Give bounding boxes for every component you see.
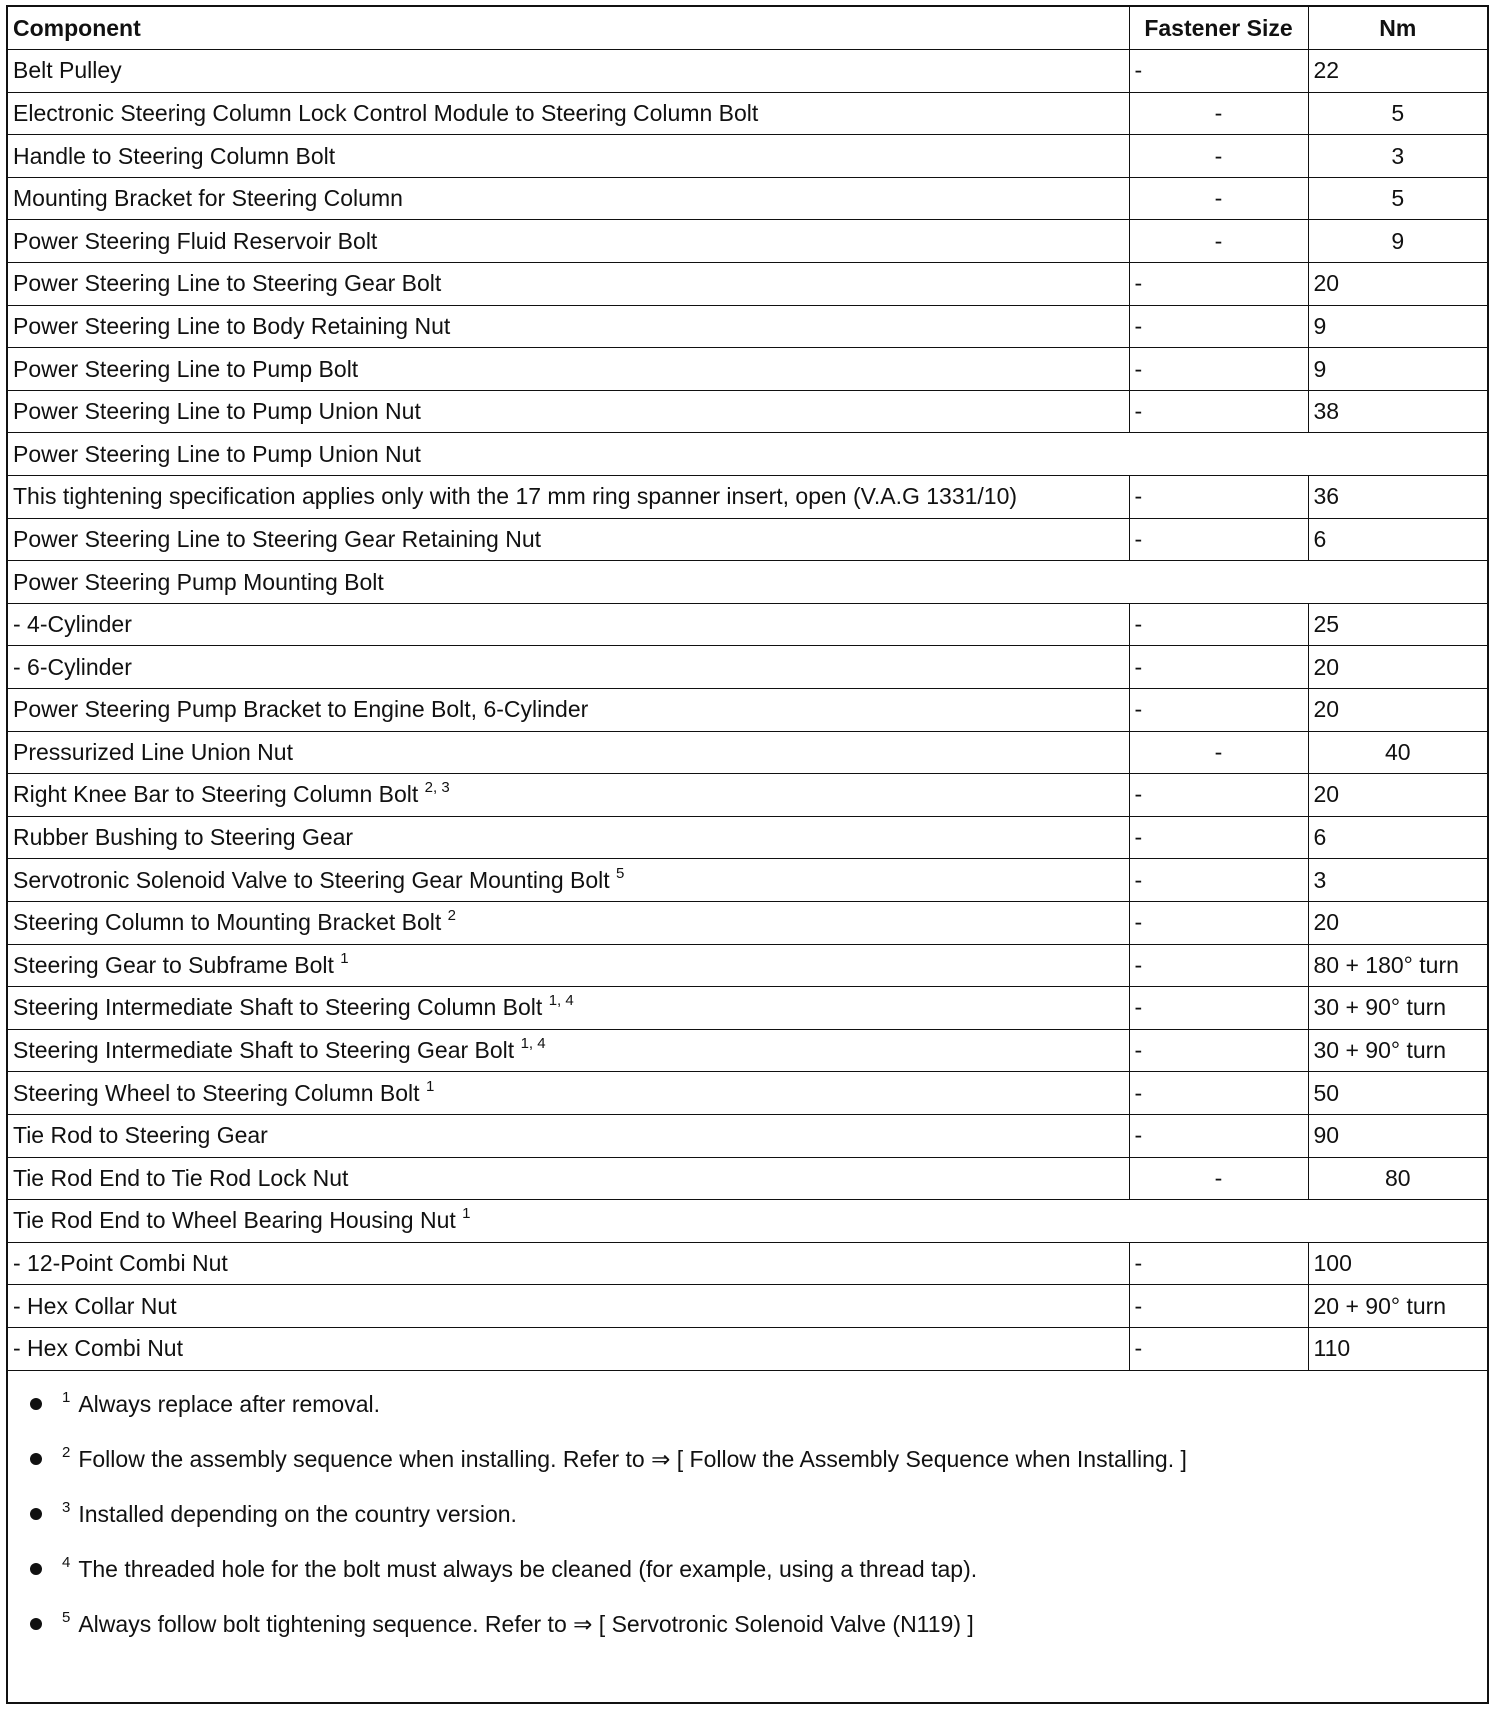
footnote-item [8,1446,1487,1501]
torque-nm-cell: 3 [1308,859,1487,902]
torque-nm-cell: 5 [1308,177,1487,220]
component-name: Steering Gear to Subframe Bolt [13,951,334,978]
component-cell [8,305,1129,348]
table-body [8,50,1487,1370]
torque-nm-cell: 9 [1308,348,1487,391]
fastener-size-cell: - [1129,390,1308,433]
fastener-size-cell: - [1129,220,1308,263]
fastener-size-cell: - [1129,987,1308,1030]
footnote-item [8,1391,1487,1446]
table-group-heading-row [8,433,1487,476]
component-name: Power Steering Line to Steering Gear Bolt [13,270,442,297]
fastener-size-cell: - [1129,50,1308,93]
footnote-text: Installed depending on the country version. [78,1501,517,1527]
component-name: Mounting Bracket for Steering Column [13,185,403,212]
torque-nm-cell: 80 + 180° turn [1308,944,1487,987]
footnote-number: 3 [62,1499,71,1516]
fastener-size-cell: - [1129,1114,1308,1157]
component-cell [8,50,1129,93]
torque-nm-cell: 20 [1308,901,1487,944]
component-cell [8,92,1129,135]
fastener-size-cell: - [1129,1072,1308,1115]
fastener-size-cell: - [1129,603,1308,646]
table-row [8,1242,1487,1285]
component-name: Servotronic Solenoid Valve to Steering Gear Mounting Bolt [13,866,610,893]
table-row [8,92,1487,135]
component-name: Power Steering Line to Steering Gear Retaining Nut [13,525,542,552]
fastener-size-cell: - [1129,901,1308,944]
footnote-text: Follow the assembly sequence when installing. Refer to ⇒ [ Follow the Assembly Sequence when Installing. ] [78,1446,1187,1472]
fastener-size-cell: - [1129,1029,1308,1072]
footnote-ref: 1, 4 [520,1035,546,1053]
component-name: Steering Intermediate Shaft to Steering Gear Bolt [13,1037,515,1064]
torque-spec-document [6,5,1489,1704]
component-name: Electronic Steering Column Lock Control Module to Steering Column Bolt [13,99,759,126]
table-row [8,603,1487,646]
torque-nm-cell: 9 [1308,305,1487,348]
torque-nm-cell: 20 [1308,263,1487,306]
fastener-size-cell: - [1129,1242,1308,1285]
footnote-ref: 1, 4 [548,992,574,1010]
table-row [8,135,1487,178]
fastener-size-cell: - [1129,305,1308,348]
footnote-text: Always replace after removal. [78,1391,381,1417]
bullet-icon [30,1618,42,1630]
component-name: Handle to Steering Column Bolt [13,142,336,169]
component-name: Steering Column to Mounting Bracket Bolt [13,909,442,936]
component-cell [8,731,1129,774]
component-cell [8,646,1129,689]
fastener-size-cell: - [1129,816,1308,859]
component-cell [8,987,1129,1030]
component-name: Power Steering Pump Bracket to Engine Bolt, 6-Cylinder [13,696,589,723]
torque-nm-cell: 90 [1308,1114,1487,1157]
fastener-size-cell: - [1129,689,1308,732]
header-nm: Nm [1308,7,1487,50]
table-row [8,1157,1487,1200]
table-row [8,731,1487,774]
fastener-size-cell: - [1129,476,1308,519]
torque-nm-cell: 20 [1308,774,1487,817]
component-name: Tie Rod End to Tie Rod Lock Nut [13,1164,349,1191]
fastener-size-cell: - [1129,1157,1308,1200]
table-row [8,220,1487,263]
torque-nm-cell: 5 [1308,92,1487,135]
table-row [8,177,1487,220]
table-row [8,859,1487,902]
table-group-heading-row [8,1200,1487,1243]
component-cell [8,1242,1129,1285]
component-name: Rubber Bushing to Steering Gear [13,824,354,851]
component-cell [8,774,1129,817]
bullet-icon [30,1563,42,1575]
component-cell [8,944,1129,987]
footnote-number: 5 [62,1609,71,1626]
torque-nm-cell: 20 + 90° turn [1308,1285,1487,1328]
footnote-text: The threaded hole for the bolt must always be cleaned (for example, using a thread tap). [78,1556,978,1582]
fastener-size-cell: - [1129,177,1308,220]
table-row [8,50,1487,93]
fastener-size-cell: - [1129,1327,1308,1370]
torque-nm-cell: 38 [1308,390,1487,433]
fastener-size-cell: - [1129,263,1308,306]
torque-nm-cell: 20 [1308,689,1487,732]
footnote-text: Always follow bolt tightening sequence. Refer to ⇒ [ Servotronic Solenoid Valve (N119) ] [78,1611,974,1637]
fastener-size-cell: - [1129,859,1308,902]
torque-nm-cell: 6 [1308,816,1487,859]
component-name: - Hex Combi Nut [13,1335,183,1362]
footnote-item [8,1501,1487,1556]
component-name: Power Steering Line to Pump Bolt [13,355,359,382]
header-component: Component [8,7,1129,50]
component-name: This tightening specification applies only with the 17 mm ring spanner insert, open (V.A.G 1331/10) [13,483,1018,510]
fastener-size-cell: - [1129,135,1308,178]
fastener-size-cell: - [1129,731,1308,774]
torque-nm-cell: 22 [1308,50,1487,93]
bullet-icon [30,1508,42,1520]
component-cell [8,1327,1129,1370]
footnote-number: 2 [62,1444,71,1461]
component-cell [8,561,1487,604]
component-cell [8,518,1129,561]
footnote-ref: 1 [425,1077,435,1095]
fastener-size-cell: - [1129,348,1308,391]
component-cell [8,901,1129,944]
component-cell [8,135,1129,178]
component-cell [8,177,1129,220]
component-cell [8,1114,1129,1157]
component-cell [8,859,1129,902]
component-name: Tie Rod to Steering Gear [13,1122,268,1149]
component-name: Belt Pulley [13,57,122,84]
table-row [8,390,1487,433]
fastener-size-cell: - [1129,944,1308,987]
torque-nm-cell: 36 [1308,476,1487,519]
table-row [8,263,1487,306]
table-row [8,1072,1487,1115]
table-row [8,816,1487,859]
footnote-item [8,1556,1487,1611]
footnotes-list [8,1391,1487,1666]
torque-nm-cell: 100 [1308,1242,1487,1285]
component-cell [8,220,1129,263]
table-row [8,646,1487,689]
torque-spec-table [8,7,1487,1371]
component-cell [8,689,1129,732]
component-cell [8,1157,1129,1200]
component-name: Power Steering Pump Mounting Bolt [13,568,384,595]
table-row [8,518,1487,561]
table-row [8,305,1487,348]
torque-nm-cell: 110 [1308,1327,1487,1370]
torque-nm-cell: 20 [1308,646,1487,689]
bullet-icon [30,1398,42,1410]
bullet-icon [30,1453,42,1465]
table-header-row [8,7,1487,50]
component-cell [8,1200,1487,1243]
footnote-ref: 5 [616,864,625,882]
fastener-size-cell: - [1129,1285,1308,1328]
footnote-ref: 1 [340,949,349,967]
table-row [8,1285,1487,1328]
component-name: - 6-Cylinder [13,653,132,680]
component-name: Power Steering Fluid Reservoir Bolt [13,227,378,254]
component-name: Pressurized Line Union Nut [13,738,293,765]
component-name: Steering Intermediate Shaft to Steering Column Bolt [13,994,543,1021]
component-name: - 12-Point Combi Nut [13,1250,228,1277]
component-cell [8,476,1129,519]
component-cell [8,390,1129,433]
component-name: Right Knee Bar to Steering Column Bolt [13,781,419,808]
footnote-ref: 1 [462,1205,471,1223]
component-cell [8,816,1129,859]
component-cell [8,263,1129,306]
table-row [8,1114,1487,1157]
footnote-ref: 2, 3 [424,779,450,797]
torque-nm-cell: 40 [1308,731,1487,774]
table-row [8,987,1487,1030]
table-row [8,1029,1487,1072]
table-row [8,1327,1487,1370]
torque-nm-cell: 50 [1308,1072,1487,1115]
table-row [8,944,1487,987]
fastener-size-cell: - [1129,518,1308,561]
header-fastener-size: Fastener Size [1129,7,1308,50]
table-row [8,476,1487,519]
torque-nm-cell: 30 + 90° turn [1308,987,1487,1030]
component-name: Power Steering Line to Pump Union Nut [13,440,421,467]
component-cell [8,603,1129,646]
component-name: Steering Wheel to Steering Column Bolt [13,1079,420,1106]
footnote-number: 4 [62,1554,71,1571]
torque-nm-cell: 3 [1308,135,1487,178]
component-cell [8,1029,1129,1072]
component-name: Tie Rod End to Wheel Bearing Housing Nut [13,1207,456,1234]
table-row [8,774,1487,817]
component-cell [8,1072,1129,1115]
torque-nm-cell: 30 + 90° turn [1308,1029,1487,1072]
component-name: - 4-Cylinder [13,611,132,638]
table-row [8,689,1487,732]
footnote-item [8,1611,1487,1666]
component-name: Power Steering Line to Body Retaining Nut [13,312,451,339]
fastener-size-cell: - [1129,92,1308,135]
fastener-size-cell: - [1129,646,1308,689]
component-name: Power Steering Line to Pump Union Nut [13,398,421,425]
torque-nm-cell: 6 [1308,518,1487,561]
fastener-size-cell: - [1129,774,1308,817]
torque-nm-cell: 25 [1308,603,1487,646]
footnote-number: 1 [62,1389,71,1406]
component-name: - Hex Collar Nut [13,1292,177,1319]
table-group-heading-row [8,561,1487,604]
torque-nm-cell: 80 [1308,1157,1487,1200]
footnote-ref: 2 [447,907,457,925]
component-cell [8,433,1487,476]
torque-nm-cell: 9 [1308,220,1487,263]
component-cell [8,348,1129,391]
component-cell [8,1285,1129,1328]
table-row [8,901,1487,944]
table-row [8,348,1487,391]
